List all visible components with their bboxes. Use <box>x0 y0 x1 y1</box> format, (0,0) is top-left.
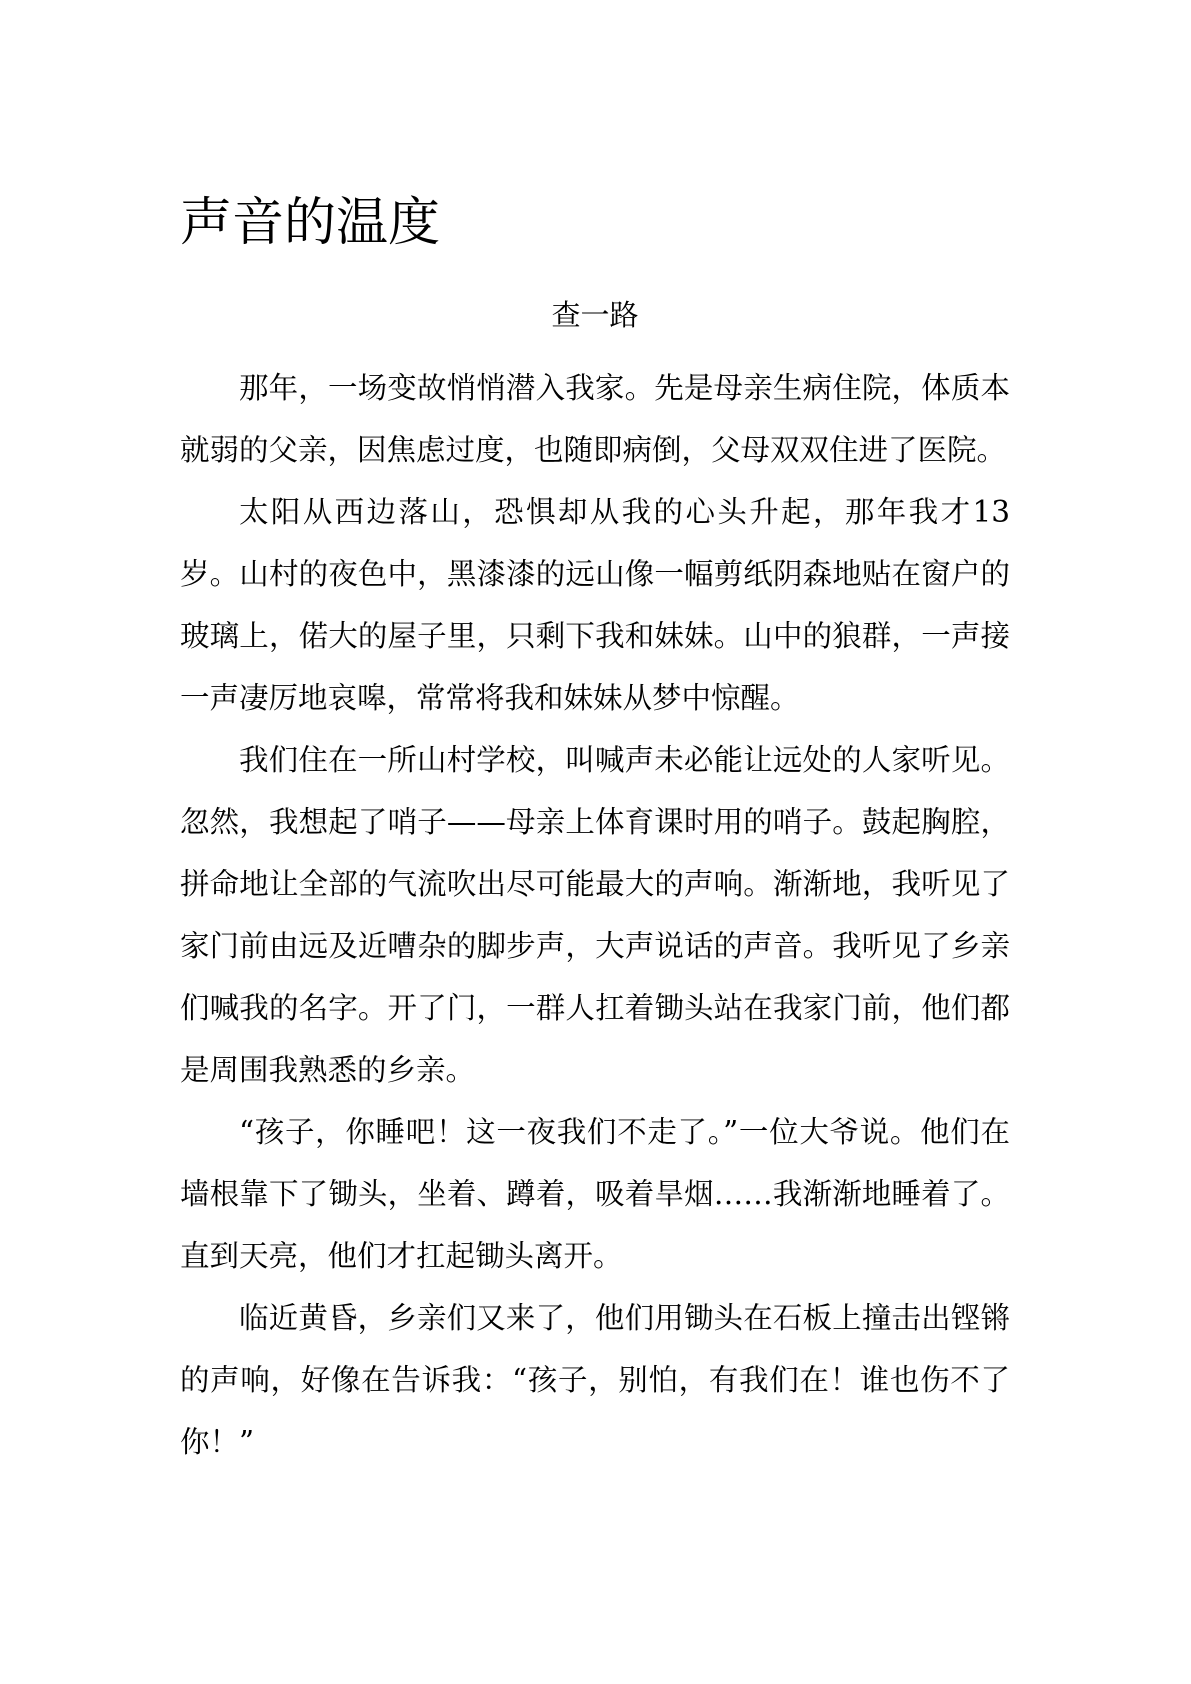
paragraph-2: 太阳从西边落山，恐惧却从我的心头升起，那年我才13岁。山村的夜色中，黑漆漆的远山像一幅剪纸阴森地贴在窗户的玻璃上，偌大的屋子里，只剩下我和妹妹。山中的狼群，一声接一声凄厉地哀嗥，常常将我和妹妹从梦中惊醒。 <box>180 495 1010 715</box>
article-body <box>180 357 1010 1473</box>
paragraph-3: 我们住在一所山村学校，叫喊声未必能让远处的人家听见。忽然，我想起了哨子——母亲上体育课时用的哨子。鼓起胸腔，拼命地让全部的气流吹出尽可能最大的声响。渐渐地，我听见了家门前由远及近嘈杂的脚步声，大声说话的声音。我听见了乡亲们喊我的名字。开了门，一群人扛着锄头站在我家门前，他们都是周围我熟悉的乡亲。 <box>180 743 1010 1087</box>
paragraph-1: 那年，一场变故悄悄潜入我家。先是母亲生病住院，体质本就弱的父亲，因焦虑过度，也随即病倒，父母双双住进了医院。 <box>180 371 1010 467</box>
article-author: 查一路 <box>551 298 639 332</box>
paragraph-5: 临近黄昏，乡亲们又来了，他们用锄头在石板上撞击出铿锵的声响，好像在告诉我：“孩子，别怕，有我们在！谁也伤不了你！” <box>180 1301 1010 1459</box>
article-title: 声音的温度 <box>180 193 441 253</box>
paragraph-4: “孩子，你睡吧！这一夜我们不走了。”一位大爷说。他们在墙根靠下了锄头，坐着、蹲着，吸着旱烟……我渐渐地睡着了。直到天亮，他们才扛起锄头离开。 <box>180 1115 1010 1273</box>
